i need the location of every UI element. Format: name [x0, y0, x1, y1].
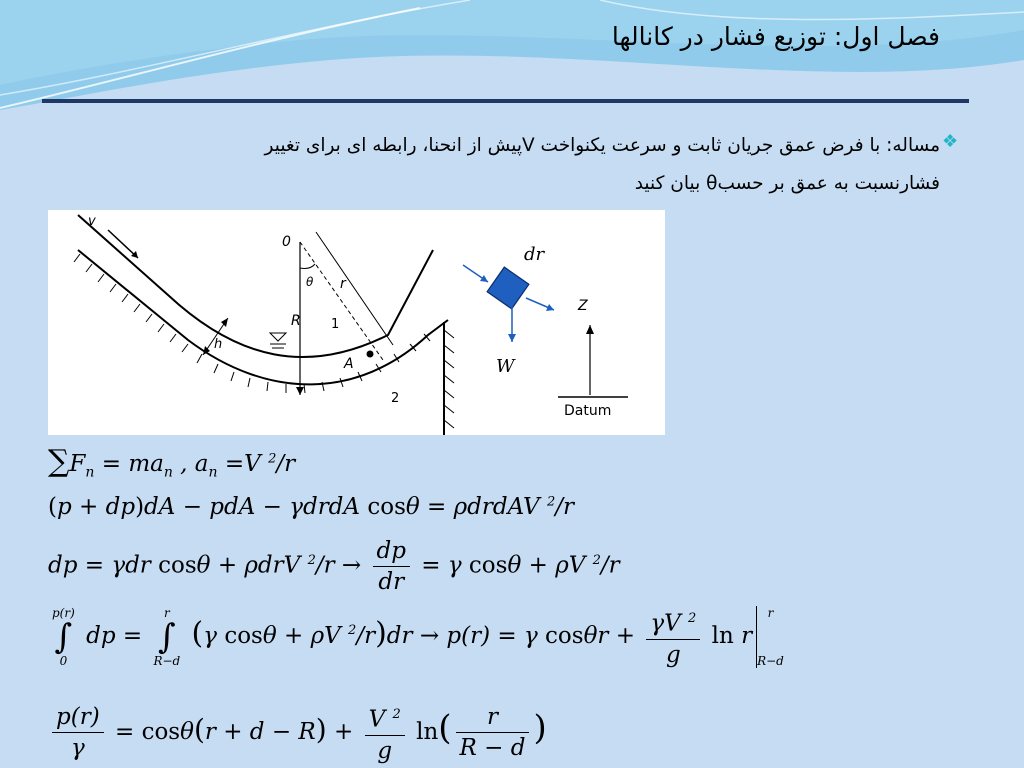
fluid-element-icon [487, 267, 529, 309]
problem-statement [80, 127, 940, 203]
diamond-bullet-icon: ❖ [942, 131, 959, 152]
z-axis-label: Z [578, 298, 588, 314]
dr-label: dr [524, 244, 545, 265]
datum-label: Datum [564, 403, 612, 419]
equation-4: p(r) ∫ 0 dp = r ∫ R−d (γ cosθ + ρV $^2$/r)dr → p(r) = γ cosθr + $\frac{\gamma V ^2}{g}$ ln r r R−d [52, 605, 784, 668]
point-1-label: 1 [331, 317, 340, 332]
point-A-label: A [344, 356, 354, 372]
equation-3: dp = γdr cosθ + ρdrV $^2$/r → $\frac{dp}{dr}$ = γ cosθ + ρV $^2$/r [48, 538, 620, 595]
equation-2: (p + dp)dA − pdA − γdrdA cosθ = ρdrdAV $^2$/r [48, 494, 575, 520]
equation-1: $\sum F_n = ma_n$ , $a_n =V$ $^2$/r [48, 444, 296, 481]
title-divider [42, 99, 969, 103]
radius-r-label: r [340, 276, 346, 292]
origin-label: 0 [282, 234, 291, 250]
slide-title: فصل اول: توزیع فشار در کانالها [611, 22, 940, 51]
channel-bend-figure [48, 210, 665, 435]
depth-h-label: h [214, 337, 223, 352]
theta-label: θ [306, 275, 314, 289]
velocity-label: v [88, 214, 96, 229]
equation-5: $\frac{p(r)}{\gamma}$ = cosθ(r + d − R) + $\frac{V ^2}{g}$ ln( $\frac{r}{R - d}$ ) [48, 700, 547, 766]
radius-R-label: R [291, 313, 301, 329]
problem-line-1: مساله: با فرض عمق جریان ثابت و سرعت یکنواخت Vپیش از انحنا، رابطه ای برای تغییر [264, 135, 940, 156]
point-2-label: 2 [391, 391, 400, 406]
problem-line-2: فشارنسبت به عمق بر حسبθ بیان کنید [634, 173, 940, 194]
weight-W-label: W [496, 356, 515, 377]
